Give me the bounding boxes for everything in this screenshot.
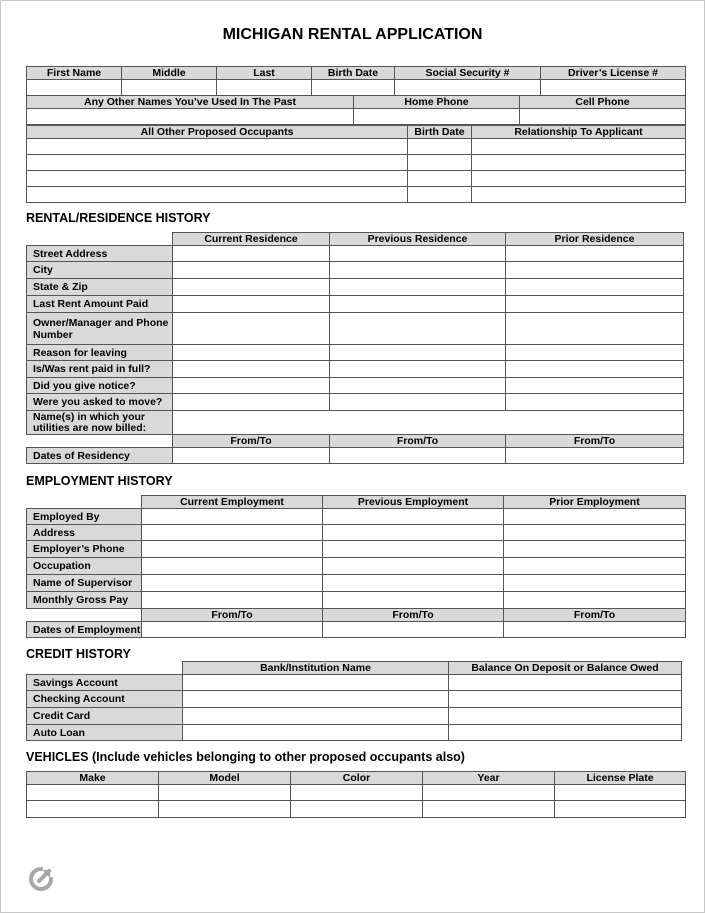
arrow-logo-icon (28, 866, 54, 892)
header-prior-employment: Prior Employment (504, 496, 686, 509)
page-title: MICHIGAN RENTAL APPLICATION (222, 26, 483, 43)
row-label-address: Address (27, 525, 142, 541)
current-reason-field[interactable] (173, 345, 330, 361)
header-model: Model (159, 772, 291, 785)
current-employment-from-to-header: From/To (142, 609, 323, 622)
current-street-field[interactable] (173, 246, 330, 262)
row-label-occupation: Occupation (27, 558, 142, 575)
occupant-row (27, 171, 686, 187)
row-label-gross-pay: Monthly Gross Pay (27, 592, 142, 609)
employment-history-table (26, 495, 686, 638)
previous-employer-field[interactable] (323, 509, 504, 525)
previous-employment-dates-field[interactable] (323, 622, 504, 638)
previous-state-zip-field[interactable] (330, 279, 506, 296)
prior-owner-field[interactable] (506, 313, 684, 345)
row-label-supervisor: Name of Supervisor (27, 575, 142, 592)
prior-dates-field[interactable] (506, 448, 684, 464)
header-birth-date: Birth Date (312, 67, 395, 80)
prior-last-rent-field[interactable] (506, 296, 684, 313)
row-label-state-zip: State & Zip (27, 279, 173, 296)
current-dates-field[interactable] (173, 448, 330, 464)
header-other-names: Any Other Names You’ve Used In The Past (27, 96, 354, 109)
row-label-checking: Checking Account (27, 691, 183, 708)
cell-phone-field[interactable] (520, 109, 686, 125)
row-label-credit-card: Credit Card (27, 708, 183, 725)
previous-rent-paid-field[interactable] (330, 361, 506, 378)
prior-rent-paid-field[interactable] (506, 361, 684, 378)
previous-notice-field[interactable] (330, 378, 506, 394)
header-relationship: Relationship To Applicant (472, 126, 686, 139)
prior-city-field[interactable] (506, 262, 684, 279)
current-last-rent-field[interactable] (173, 296, 330, 313)
current-asked-move-field[interactable] (173, 394, 330, 411)
current-occupation-field[interactable] (142, 558, 323, 575)
row-label-utilities: Name(s) in which your utilities are now billed: (27, 411, 173, 435)
header-year: Year (423, 772, 555, 785)
occupant-name-field[interactable] (27, 171, 408, 187)
header-balance: Balance On Deposit or Balance Owed (449, 662, 682, 675)
home-phone-field[interactable] (354, 109, 520, 125)
row-label-dates-residency: Dates of Residency (27, 448, 173, 464)
prior-asked-move-field[interactable] (506, 394, 684, 411)
employment-corner (27, 496, 142, 509)
occupants-table (26, 125, 686, 203)
prior-from-to-header: From/To (506, 435, 684, 448)
credit-corner (27, 662, 183, 675)
employment-fromto-corner (27, 609, 142, 622)
header-bank-institution: Bank/Institution Name (183, 662, 449, 675)
ssn-field[interactable] (395, 80, 541, 96)
credit-section-title: CREDIT HISTORY (26, 647, 131, 661)
row-label-employer-phone: Employer’s Phone (27, 541, 142, 558)
previous-street-field[interactable] (330, 246, 506, 262)
current-supervisor-field[interactable] (142, 575, 323, 592)
credit-card-bank-field[interactable] (183, 708, 449, 725)
row-label-dates-employment: Dates of Employment (27, 622, 142, 638)
prior-gross-pay-field[interactable] (504, 592, 686, 609)
row-label-give-notice: Did you give notice? (27, 378, 173, 394)
occupant-row (27, 155, 686, 171)
previous-last-rent-field[interactable] (330, 296, 506, 313)
vehicle-year-field[interactable] (423, 801, 555, 818)
last-name-field[interactable] (217, 80, 312, 96)
previous-owner-field[interactable] (330, 313, 506, 345)
prior-employment-dates-field[interactable] (504, 622, 686, 638)
occupant-name-field[interactable] (27, 139, 408, 155)
occupant-birth-date-field[interactable] (408, 171, 472, 187)
row-label-rent-paid: Is/Was rent paid in full? (27, 361, 173, 378)
prior-employer-phone-field[interactable] (504, 541, 686, 558)
prior-employer-address-field[interactable] (504, 525, 686, 541)
current-state-zip-field[interactable] (173, 279, 330, 296)
header-cell-phone: Cell Phone (520, 96, 686, 109)
header-make: Make (27, 772, 159, 785)
header-current-residence: Current Residence (173, 233, 330, 246)
header-prior-residence: Prior Residence (506, 233, 684, 246)
prior-state-zip-field[interactable] (506, 279, 684, 296)
vehicle-make-field[interactable] (27, 801, 159, 818)
prior-employment-from-to-header: From/To (504, 609, 686, 622)
rental-history-table (26, 232, 684, 464)
middle-name-field[interactable] (122, 80, 217, 96)
header-color: Color (291, 772, 423, 785)
credit-history-table (26, 661, 682, 741)
current-owner-field[interactable] (173, 313, 330, 345)
vehicle-plate-field[interactable] (555, 785, 686, 801)
vehicle-model-field[interactable] (159, 785, 291, 801)
current-gross-pay-field[interactable] (142, 592, 323, 609)
occupant-birth-date-field[interactable] (408, 187, 472, 203)
previous-dates-field[interactable] (330, 448, 506, 464)
header-other-occupants: All Other Proposed Occupants (27, 126, 408, 139)
savings-bank-field[interactable] (183, 675, 449, 691)
header-first-name: First Name (27, 67, 122, 80)
utilities-names-field[interactable] (173, 411, 684, 435)
previous-from-to-header: From/To (330, 435, 506, 448)
credit-card-balance-field[interactable] (449, 708, 682, 725)
current-rent-paid-field[interactable] (173, 361, 330, 378)
birth-date-field[interactable] (312, 80, 395, 96)
checking-balance-field[interactable] (449, 691, 682, 708)
current-employer-phone-field[interactable] (142, 541, 323, 558)
rental-section-title: RENTAL/RESIDENCE HISTORY (26, 211, 211, 225)
previous-asked-move-field[interactable] (330, 394, 506, 411)
vehicle-make-field[interactable] (27, 785, 159, 801)
row-label-city: City (27, 262, 173, 279)
occupant-relationship-field[interactable] (472, 187, 686, 203)
occupant-relationship-field[interactable] (472, 155, 686, 171)
prior-street-field[interactable] (506, 246, 684, 262)
previous-occupation-field[interactable] (323, 558, 504, 575)
previous-employer-address-field[interactable] (323, 525, 504, 541)
header-drivers-license: Driver’s License # (541, 67, 686, 80)
row-label-last-rent: Last Rent Amount Paid (27, 296, 173, 313)
vehicle-color-field[interactable] (291, 785, 423, 801)
row-label-reason-leaving: Reason for leaving (27, 345, 173, 361)
header-home-phone: Home Phone (354, 96, 520, 109)
previous-gross-pay-field[interactable] (323, 592, 504, 609)
occupant-birth-date-field[interactable] (408, 155, 472, 171)
rental-fromto-corner (27, 435, 173, 448)
vehicle-row (27, 785, 686, 801)
prior-notice-field[interactable] (506, 378, 684, 394)
prior-supervisor-field[interactable] (504, 575, 686, 592)
header-license-plate: License Plate (555, 772, 686, 785)
header-occupant-birth-date: Birth Date (408, 126, 472, 139)
row-label-savings: Savings Account (27, 675, 183, 691)
header-previous-employment: Previous Employment (323, 496, 504, 509)
vehicle-year-field[interactable] (423, 785, 555, 801)
current-city-field[interactable] (173, 262, 330, 279)
occupant-name-field[interactable] (27, 155, 408, 171)
occupant-relationship-field[interactable] (472, 139, 686, 155)
previous-supervisor-field[interactable] (323, 575, 504, 592)
rental-corner (27, 233, 173, 246)
occupant-relationship-field[interactable] (472, 171, 686, 187)
prior-employer-field[interactable] (504, 509, 686, 525)
current-from-to-header: From/To (173, 435, 330, 448)
vehicle-color-field[interactable] (291, 801, 423, 818)
previous-reason-field[interactable] (330, 345, 506, 361)
occupant-row (27, 139, 686, 155)
current-notice-field[interactable] (173, 378, 330, 394)
vehicle-plate-field[interactable] (555, 801, 686, 818)
drivers-license-field[interactable] (541, 80, 686, 96)
occupant-birth-date-field[interactable] (408, 139, 472, 155)
checking-bank-field[interactable] (183, 691, 449, 708)
row-label-street-address: Street Address (27, 246, 173, 262)
auto-loan-bank-field[interactable] (183, 725, 449, 741)
vehicles-section-title: VEHICLES (Include vehicles belonging to other proposed occupants also) (26, 750, 465, 764)
occupant-row (27, 187, 686, 203)
savings-balance-field[interactable] (449, 675, 682, 691)
occupant-name-field[interactable] (27, 187, 408, 203)
current-employer-field[interactable] (142, 509, 323, 525)
row-label-employed-by: Employed By (27, 509, 142, 525)
row-label-owner-manager: Owner/Manager and Phone Number (27, 313, 173, 345)
row-label-asked-to-move: Were you asked to move? (27, 394, 173, 411)
employment-section-title: EMPLOYMENT HISTORY (26, 474, 173, 488)
current-employment-dates-field[interactable] (142, 622, 323, 638)
previous-city-field[interactable] (330, 262, 506, 279)
header-middle: Middle (122, 67, 217, 80)
other-names-field[interactable] (27, 109, 354, 125)
prior-occupation-field[interactable] (504, 558, 686, 575)
header-last: Last (217, 67, 312, 80)
first-name-field[interactable] (27, 80, 122, 96)
previous-employment-from-to-header: From/To (323, 609, 504, 622)
vehicle-row (27, 801, 686, 818)
auto-loan-balance-field[interactable] (449, 725, 682, 741)
row-label-auto-loan: Auto Loan (27, 725, 183, 741)
applicant-contact-table (26, 95, 686, 125)
current-employer-address-field[interactable] (142, 525, 323, 541)
header-current-employment: Current Employment (142, 496, 323, 509)
header-previous-residence: Previous Residence (330, 233, 506, 246)
vehicles-table (26, 771, 686, 818)
header-ssn: Social Security # (395, 67, 541, 80)
previous-employer-phone-field[interactable] (323, 541, 504, 558)
vehicle-model-field[interactable] (159, 801, 291, 818)
applicant-name-table (26, 66, 686, 96)
prior-reason-field[interactable] (506, 345, 684, 361)
